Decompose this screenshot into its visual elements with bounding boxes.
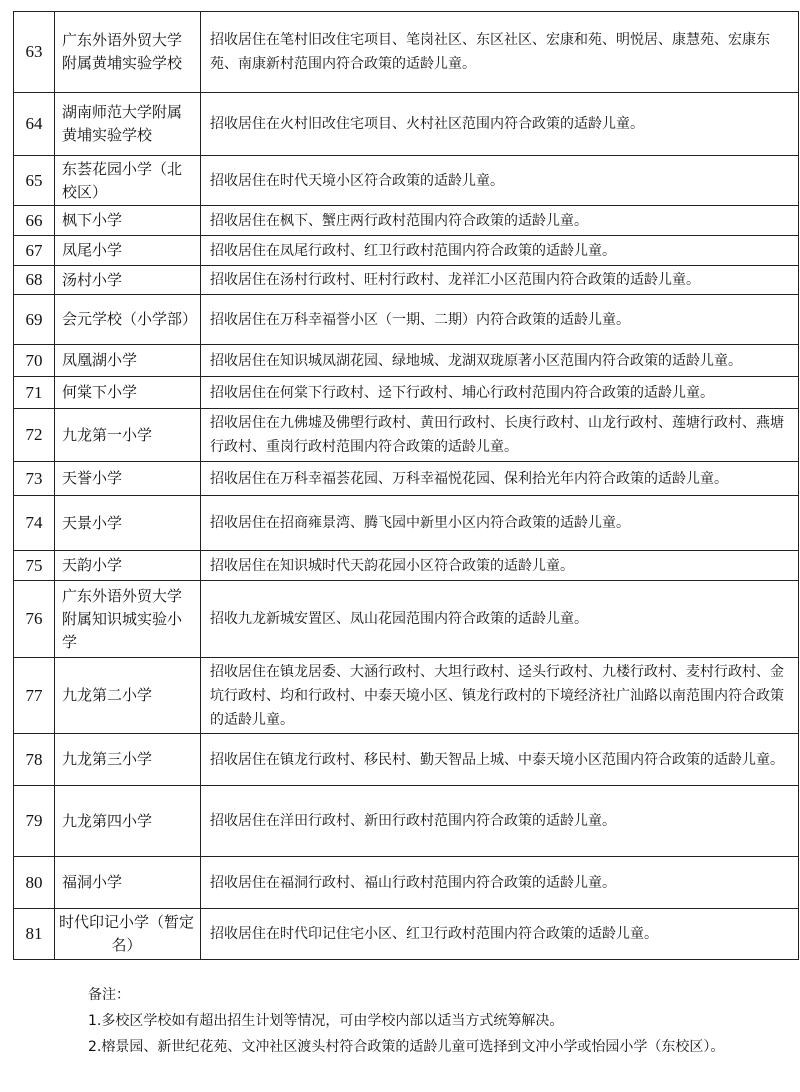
- table-row: [14, 551, 799, 581]
- school-name: 广东外语外贸大学附属黄埔实验学校: [55, 12, 201, 93]
- school-name: 广东外语外贸大学附属知识城实验小学: [55, 581, 201, 658]
- school-name: 枫下小学: [55, 206, 201, 236]
- row-number: 71: [14, 377, 55, 409]
- row-number: 63: [14, 12, 55, 93]
- table-row: [14, 462, 799, 496]
- enrollment-area: 招收居住在笔村旧改住宅项目、笔岗社区、东区社区、宏康和苑、明悦居、康慧苑、宏康东苑、南康新村范围内符合政策的适龄儿童。: [201, 12, 799, 93]
- school-name: 九龙第四小学: [55, 786, 201, 857]
- row-number: 76: [14, 581, 55, 658]
- row-number: 65: [14, 156, 55, 206]
- school-name: 凤凰湖小学: [55, 345, 201, 377]
- enrollment-table: [13, 11, 799, 960]
- school-name: 天誉小学: [55, 462, 201, 496]
- enrollment-area: 招收居住在知识城凤湖花园、绿地城、龙湖双珑原著小区范围内符合政策的适龄儿童。: [201, 345, 799, 377]
- enrollment-area: 招收居住在万科幸福誉小区（一期、二期）内符合政策的适龄儿童。: [201, 295, 799, 345]
- table-row: [14, 409, 799, 462]
- enrollment-area: 招收居住在何棠下行政村、迳下行政村、埔心行政村范围内符合政策的适龄儿童。: [201, 377, 799, 409]
- enrollment-area: 招收居住在福洞行政村、福山行政村范围内符合政策的适龄儿童。: [201, 857, 799, 909]
- enrollment-area: 招收居住在汤村行政村、旺村行政村、龙祥汇小区范围内符合政策的适龄儿童。: [201, 266, 799, 295]
- table-row: [14, 909, 799, 960]
- table-row: [14, 156, 799, 206]
- school-name: 湖南师范大学附属黄埔实验学校: [55, 93, 201, 156]
- school-name: 九龙第二小学: [55, 658, 201, 734]
- enrollment-area: 招收居住在镇龙行政村、移民村、勤天智品上城、中泰天境小区范围内符合政策的适龄儿童。: [201, 734, 799, 786]
- row-number: 68: [14, 266, 55, 295]
- enrollment-area: 招收居住在时代天境小区符合政策的适龄儿童。: [201, 156, 799, 206]
- notes-title: 备注：: [88, 987, 130, 1003]
- table-row: [14, 345, 799, 377]
- enrollment-area: 招收居住在凤尾行政村、红卫行政村范围内符合政策的适龄儿童。: [201, 236, 799, 266]
- row-number: 81: [14, 909, 55, 960]
- school-name: 汤村小学: [55, 266, 201, 295]
- row-number: 69: [14, 295, 55, 345]
- notes-section: [88, 982, 748, 1060]
- row-number: 75: [14, 551, 55, 581]
- row-number: 64: [14, 93, 55, 156]
- table-row: [14, 93, 799, 156]
- school-name: 福洞小学: [55, 857, 201, 909]
- table-row: [14, 581, 799, 658]
- table-row: [14, 295, 799, 345]
- table-row: [14, 377, 799, 409]
- school-name: 何棠下小学: [55, 377, 201, 409]
- enrollment-area: 招收居住在镇龙居委、大涵行政村、大坦行政村、迳头行政村、九楼行政村、麦村行政村、金坑行政村、均和行政村、中泰天境小区、镇龙行政村的下境经济社广汕路以南范围内符合政策的适龄儿童。: [201, 658, 799, 734]
- table-row: [14, 266, 799, 295]
- row-number: 67: [14, 236, 55, 266]
- school-name: 九龙第三小学: [55, 734, 201, 786]
- enrollment-area: 招收居住在枫下、蟹庄两行政村范围内符合政策的适龄儿童。: [201, 206, 799, 236]
- row-number: 66: [14, 206, 55, 236]
- row-number: 77: [14, 658, 55, 734]
- row-number: 72: [14, 409, 55, 462]
- enrollment-area: 招收居住在洋田行政村、新田行政村范围内符合政策的适龄儿童。: [201, 786, 799, 857]
- table-row: [14, 734, 799, 786]
- school-name: 天景小学: [55, 496, 201, 551]
- school-name: 凤尾小学: [55, 236, 201, 266]
- school-name: 天韵小学: [55, 551, 201, 581]
- table-row: [14, 658, 799, 734]
- school-name: 东荟花园小学（北校区）: [55, 156, 201, 206]
- school-name: 时代印记小学（暂定名）: [55, 909, 201, 960]
- enrollment-area: 招收九龙新城安置区、凤山花园范围内符合政策的适龄儿童。: [201, 581, 799, 658]
- school-name: 九龙第一小学: [55, 409, 201, 462]
- row-number: 79: [14, 786, 55, 857]
- enrollment-area: 招收居住在火村旧改住宅项目、火村社区范围内符合政策的适龄儿童。: [201, 93, 799, 156]
- row-number: 78: [14, 734, 55, 786]
- note-item: 2.榕景园、新世纪花苑、文冲社区渡头村符合政策的适龄儿童可选择到文冲小学或怡园小学（东校区）。: [88, 1039, 725, 1055]
- enrollment-area: 招收居住在九佛墟及佛塱行政村、黄田行政村、长庚行政村、山龙行政村、莲塘行政村、燕塘行政村、重岗行政村范围内符合政策的适龄儿童。: [201, 409, 799, 462]
- table-row: [14, 496, 799, 551]
- table-row: [14, 206, 799, 236]
- enrollment-area: 招收居住在知识城时代天韵花园小区符合政策的适龄儿童。: [201, 551, 799, 581]
- table-row: [14, 236, 799, 266]
- row-number: 74: [14, 496, 55, 551]
- row-number: 70: [14, 345, 55, 377]
- row-number: 73: [14, 462, 55, 496]
- table-row: [14, 786, 799, 857]
- table-row: [14, 12, 799, 93]
- table-row: [14, 857, 799, 909]
- note-item: 1.多校区学校如有超出招生计划等情况，可由学校内部以适当方式统筹解决。: [88, 1013, 564, 1029]
- row-number: 80: [14, 857, 55, 909]
- school-name: 会元学校（小学部）: [55, 295, 201, 345]
- enrollment-area: 招收居住在时代印记住宅小区、红卫行政村范围内符合政策的适龄儿童。: [201, 909, 799, 960]
- enrollment-area: 招收居住在万科幸福荟花园、万科幸福悦花园、保利拾光年内符合政策的适龄儿童。: [201, 462, 799, 496]
- enrollment-area: 招收居住在招商雍景湾、腾飞园中新里小区内符合政策的适龄儿童。: [201, 496, 799, 551]
